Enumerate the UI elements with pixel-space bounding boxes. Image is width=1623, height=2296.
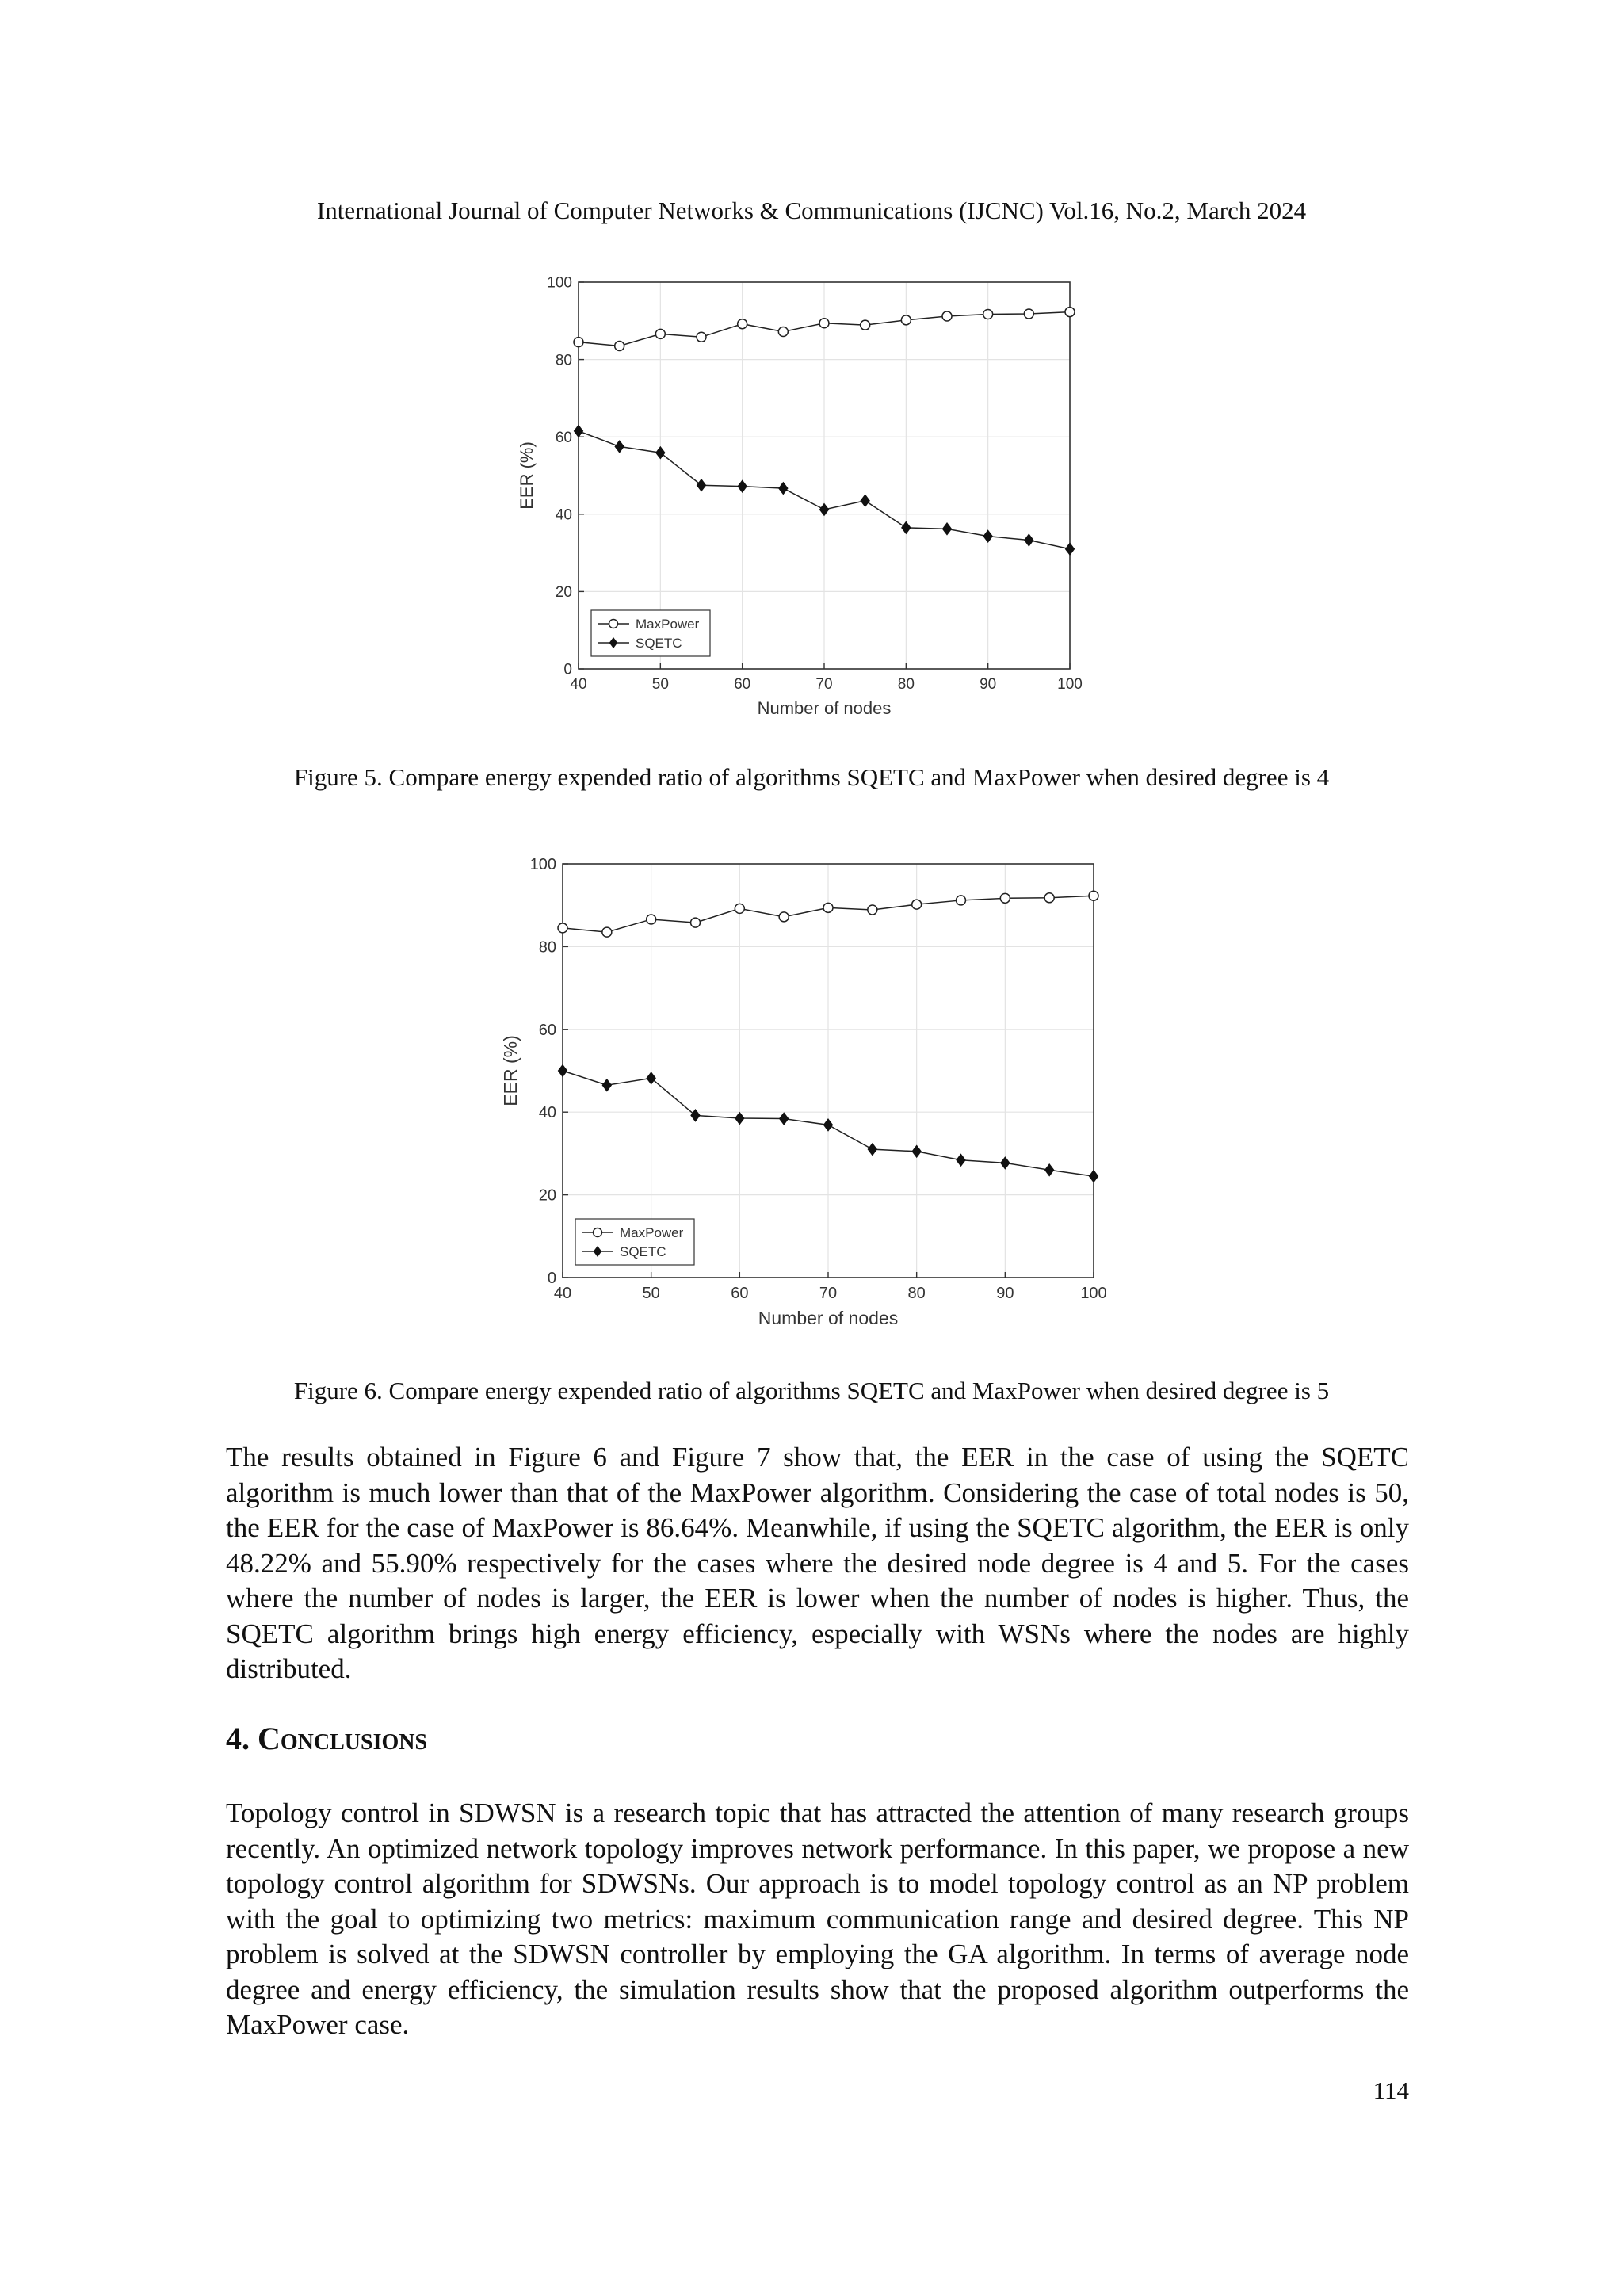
y-tick-label: 60 [538, 1021, 556, 1039]
legend-entry-label: SQETC [620, 1244, 666, 1259]
data-point-maxpower [1000, 893, 1010, 903]
y-tick-label: 80 [555, 352, 572, 369]
data-point-maxpower [983, 310, 993, 319]
data-point-sqetc [656, 447, 665, 459]
x-tick-label: 90 [996, 1285, 1014, 1302]
y-tick-label: 60 [555, 429, 572, 446]
data-point-maxpower [1044, 893, 1054, 903]
data-point-maxpower [1065, 308, 1075, 317]
data-point-maxpower [942, 311, 952, 321]
x-tick-label: 60 [731, 1285, 749, 1302]
data-point-maxpower [957, 896, 966, 905]
data-point-sqetc [735, 1113, 744, 1125]
y-tick-label: 40 [538, 1104, 556, 1122]
legend-entry-label: SQETC [636, 636, 682, 651]
figure-6-svg [487, 850, 1137, 1341]
conclusions-paragraph [226, 1796, 1409, 2043]
data-point-maxpower [1089, 891, 1098, 900]
x-tick-label: 100 [1057, 676, 1083, 693]
figure-5-chart [507, 269, 1109, 729]
figure-6-caption: Figure 6. Compare energy expended ratio of algorithms SQETC and MaxPower when desired degree is 5 [293, 1377, 1330, 1404]
x-tick-label: 50 [651, 676, 669, 693]
data-point-sqetc [615, 441, 624, 453]
legend-marker-circle [594, 1228, 602, 1237]
y-tick-label: 20 [555, 584, 572, 602]
data-point-maxpower [861, 320, 870, 330]
data-point-sqetc [823, 1119, 832, 1131]
y-tick-label: 100 [547, 274, 572, 292]
journal-header: International Journal of Computer Networks & Communications (IJCNC) Vol.16, No.2, March 2024 [316, 197, 1307, 224]
data-point-maxpower [615, 342, 624, 351]
data-point-maxpower [735, 904, 744, 913]
data-point-sqetc [647, 1072, 655, 1084]
section-title: Conclusions [258, 1721, 428, 1756]
y-tick-label: 100 [529, 856, 556, 873]
x-axis-label: Number of nodes [757, 698, 892, 718]
data-point-sqetc [1065, 543, 1074, 555]
data-point-sqetc [861, 495, 869, 506]
x-axis-label: Number of nodes [758, 1308, 899, 1328]
section-heading-conclusions [226, 1720, 427, 1757]
y-tick-label: 20 [538, 1186, 556, 1205]
data-point-sqetc [1001, 1157, 1010, 1169]
x-tick-label: 40 [570, 676, 587, 693]
data-point-sqetc [779, 483, 788, 495]
figure-5-caption: Figure 5. Compare energy expended ratio of algorithms SQETC and MaxPower when desired degree is 4 [293, 763, 1330, 791]
results-paragraph [226, 1440, 1409, 1687]
results-paragraph-text: The results obtained in Figure 6 and Figure 7 show that, the EER in the case of using the SQETC algorithm is much lower than that of the MaxPower algorithm. Considering the case of total nodes is 50, the EER for the case of MaxPower is 86.64%. Meanwhile, if using the SQETC algorithm, the EER is only 48.22% and 55.90% respectively for the cases where the desired node degree is 4 and 5. For the cases where the number of nodes is larger, the EER is lower when the number of nodes is higher. Thus, the SQETC algorithm brings high energy efficiency, especially with WSNs where the nodes are highly distributed. [226, 1442, 1409, 1684]
data-point-sqetc [1025, 534, 1033, 546]
legend-entry-label: MaxPower [620, 1225, 684, 1240]
data-point-sqetc [942, 523, 951, 535]
y-axis-label: EER (%) [500, 1035, 521, 1106]
data-point-maxpower [574, 338, 583, 347]
data-point-sqetc [1089, 1171, 1098, 1182]
figure-6-chart [487, 850, 1137, 1341]
data-point-maxpower [697, 332, 706, 342]
data-point-sqetc [819, 503, 828, 515]
data-point-maxpower [868, 905, 877, 915]
x-tick-label: 100 [1080, 1285, 1107, 1302]
data-point-sqetc [780, 1113, 789, 1125]
data-point-maxpower [1024, 309, 1033, 319]
data-point-maxpower [778, 327, 788, 336]
data-point-sqetc [957, 1154, 965, 1166]
y-axis-label: EER (%) [517, 441, 537, 510]
x-tick-label: 50 [642, 1285, 660, 1302]
data-point-maxpower [647, 915, 656, 924]
data-point-sqetc [697, 479, 705, 491]
x-tick-label: 80 [897, 676, 915, 693]
y-tick-label: 40 [555, 506, 572, 524]
data-point-maxpower [558, 923, 567, 933]
data-point-sqetc [1045, 1164, 1054, 1176]
data-point-maxpower [823, 903, 833, 912]
data-point-sqetc [868, 1144, 876, 1156]
data-point-maxpower [691, 918, 701, 927]
x-tick-label: 60 [734, 676, 751, 693]
data-point-maxpower [819, 319, 829, 328]
legend-marker-circle [609, 620, 618, 628]
x-tick-label: 80 [907, 1285, 926, 1302]
data-point-sqetc [912, 1145, 921, 1157]
x-tick-label: 70 [819, 1285, 838, 1302]
figure-5-svg [507, 269, 1109, 729]
conclusions-paragraph-text: Topology control in SDWSN is a research topic that has attracted the attention of many research groups recently. An optimized network topology improves network performance. In this paper, we propose a new topology control algorithm for SDWSNs. Our approach is to model topology control as an NP problem with the goal to optimizing two metrics: maximum communication range and desired degree. This NP problem is solved at the SDWSN controller by employing the GA algorithm. In terms of average node degree and energy efficiency, the simulation results show that the proposed algorithm outperforms the MaxPower case. [226, 1797, 1409, 2040]
data-point-sqetc [574, 425, 582, 437]
data-point-sqetc [602, 1079, 611, 1091]
y-tick-label: 0 [563, 661, 572, 678]
data-point-sqetc [691, 1110, 700, 1121]
data-point-maxpower [655, 329, 665, 338]
data-point-maxpower [901, 315, 911, 325]
data-point-sqetc [902, 521, 911, 533]
data-point-maxpower [602, 927, 612, 937]
page-number: 114 [1373, 2076, 1409, 2104]
data-point-maxpower [779, 912, 789, 922]
data-point-sqetc [558, 1065, 567, 1077]
data-point-maxpower [912, 900, 922, 909]
legend-entry-label: MaxPower [636, 617, 700, 632]
y-tick-label: 80 [538, 938, 556, 957]
data-point-sqetc [738, 480, 747, 492]
data-point-sqetc [983, 530, 992, 542]
data-point-maxpower [738, 319, 747, 329]
y-tick-label: 0 [547, 1270, 556, 1287]
x-tick-label: 90 [980, 676, 997, 693]
x-tick-label: 70 [815, 676, 833, 693]
section-number: 4. [226, 1721, 250, 1756]
x-tick-label: 40 [553, 1285, 572, 1302]
